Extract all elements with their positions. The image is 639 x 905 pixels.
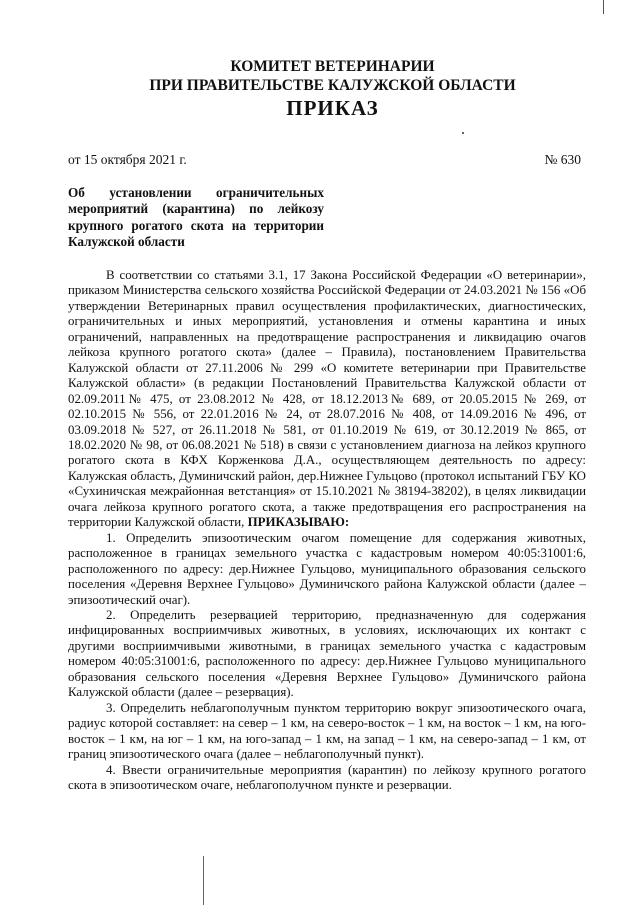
order-item-3: 3. Определить неблагополучным пунктом территорию вокруг эпизоотического очага, радиус которой составляет: на север – 1 км, на северо-восток – 1 км, на восток – 1 км, на юго-восток – 1 км, на юг – 1 км, на юго-запад – 1 км, на запад – 1 км, на северо-запад – 1 км, от границ эпизоотического очага (далее – неблагополучный пункт). bbox=[68, 700, 586, 762]
order-subject: Об установлении ограничительных мероприятий (карантина) по лейкозу крупного рогатого скота на территории Калужской области bbox=[68, 185, 324, 249]
document-header bbox=[0, 57, 639, 95]
scan-artifact-dot bbox=[462, 132, 464, 134]
document-body bbox=[68, 268, 586, 793]
header-line-committee: КОМИТЕТ ВЕТЕРИНАРИИ bbox=[230, 58, 435, 75]
scan-artifact-line-bottom bbox=[203, 856, 204, 905]
order-word: ПРИКАЗЫВАЮ: bbox=[247, 515, 350, 530]
order-item-4: 4. Ввести ограничительные мероприятия (карантин) по лейкозу крупного рогатого скота в эпизоотическом очаге, неблагополучном пункте и резервации. bbox=[68, 762, 586, 792]
scan-artifact-line-top bbox=[603, 0, 604, 14]
header-line-government: ПРИ ПРАВИТЕЛЬСТВЕ КАЛУЖСКОЙ ОБЛАСТИ bbox=[149, 77, 516, 94]
preamble-paragraph bbox=[68, 268, 586, 531]
order-date: от 15 октября 2021 г. bbox=[68, 152, 187, 167]
preamble-text: В соответствии со статьями 3.1, 17 Закона Российской Федерации «О ветеринарии», приказом Министерства сельского хозяйства Российской Федерации от 24.03.2021 № 156 «Об утверждении Ветеринарных правил осуществления профилактических, диагностических, ограничительных и иных мероприятий, установления и отмены карантина и иных ограничений, направленных на предотвращение распространения и ликвидацию очагов лейкоза крупного рогатого скота» (далее – Правила), постановлением Правительства Калужской области от 27.11.2006 № 299 «О комитете ветеринарии при Правительстве Калужской области» (в редакции Постановлений Правительства Калужской области от 02.09.2011№ 475, от 23.08.2012 № 428, от 18.12.2013№ 689, от 20.05.2015 № 269, от 02.10.2015 № 556, от 22.01.2016 № 24, от 28.07.2016 № 408, от 14.09.2016 № 496, от 03.09.2018 № 527, от 26.11.2018 № 581, от 01.10.2019 № 619, от 30.12.2019 № 865, от 18.02.2020 № 98, от 06.08.2021 № 518) в связи с установлением диагноза на лейкоз крупного рогатого скота в КФХ Корженкова Д.А., осуществляющем деятельность по адресу: Калужская область, Думиничский район, дер.Нижнее Гульцово (протокол испытаний ГБУ КО «Сухиничская межрайонная ветстанция» от 15.10.2021 № 38194-38202), в целях ликвидации очага лейкоза крупного рогатого скота, а также предотвращения его распространения на территории Калужской области, bbox=[68, 268, 586, 530]
order-item-2: 2. Определить резервацией территорию, предназначенную для содержания инфицированных восприимчивых животных, в условиях, исключающих их контакт с другими восприимчивыми животными, в границах земельного участка с кадастровым номером 40:05:31001:6, расположенного по адресу: дер.Нижнее Гульцово муниципального образования сельского поселения «Деревня Верхнее Гульцово» Думиничского района Калужской области (далее – резервация). bbox=[68, 607, 586, 700]
order-number: № 630 bbox=[544, 152, 581, 167]
document-title: ПРИКАЗ bbox=[286, 96, 379, 120]
order-item-1: 1. Определить эпизоотическим очагом помещение для содержания животных, расположенное в границах земельного участка с кадастровым номером 40:05:31001:6, расположенного по адресу: дер.Нижнее Гульцово, муниципального образования сельского поселения «Деревня Верхнее Гульцово» Думиничского района Калужской области (далее – эпизоотический очаг). bbox=[68, 530, 586, 607]
